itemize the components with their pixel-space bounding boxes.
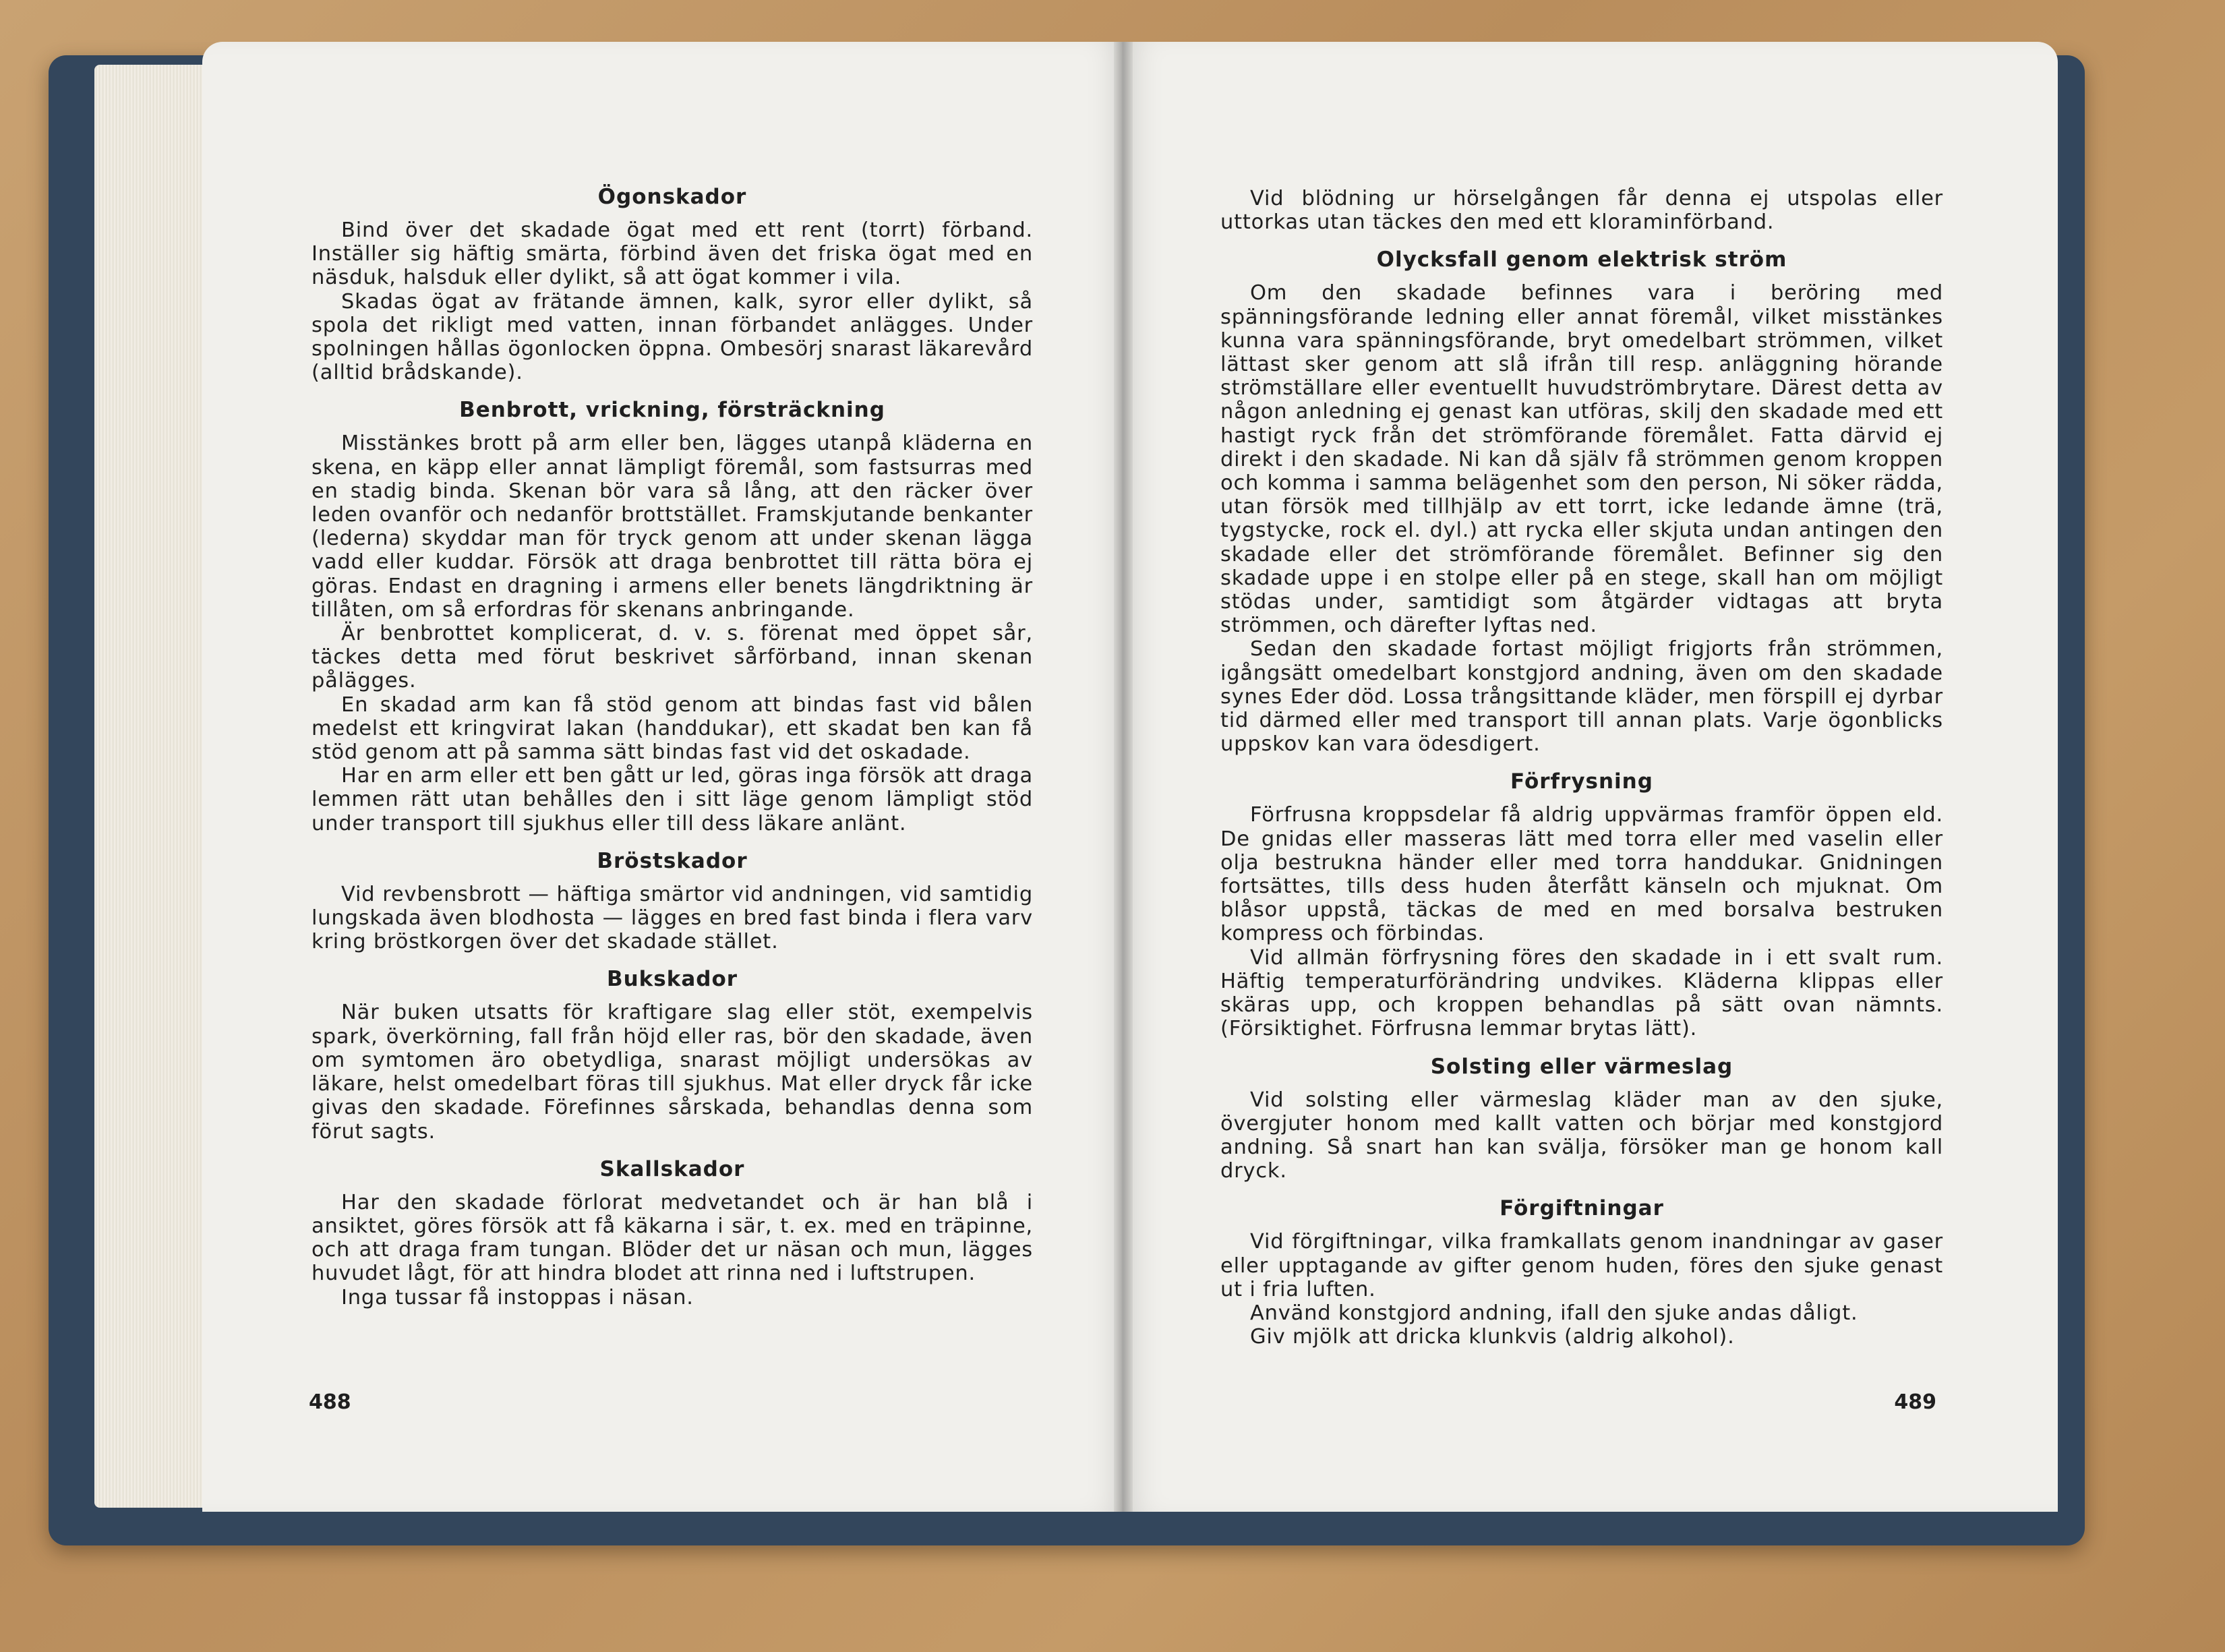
paragraph: Har den skadade förlorat medvetandet och är han blå i ansiktet, göres försök att få käkarna i sär, t. ex. med en träpinne, och att draga fram tungan. Blöder det ur näsan och mun, lägges huvudet lågt, för att hindra blodet att rinna ned i luftstrupen. bbox=[312, 1190, 1033, 1286]
heading-elektrisk-strom: Olycksfall genom elektrisk ström bbox=[1376, 247, 1787, 272]
heading-bukskador: Bukskador bbox=[606, 967, 738, 992]
paragraph: Bind över det skadade ögat med ett rent (torrt) förband. Inställer sig häftig smärta, förbind även det friska ögat med en näsduk, halsduk eller dylikt, så att ögat kommer i vila. bbox=[312, 218, 1033, 290]
paragraph: En skadad arm kan få stöd genom att bindas fast vid bålen medelst ett kringvirat lakan (handdukar), ett skadat ben kan få stöd genom att på samma sätt bindas fast vid det oskadade. bbox=[312, 692, 1033, 765]
page-edges bbox=[94, 65, 209, 1508]
book-gutter bbox=[1114, 42, 1133, 1512]
paragraph: Misstänkes brott på arm eller ben, lägges utanpå kläderna en skena, en käpp eller annat lämpligt föremål, som fastsurras med en stadig binda. Skenan bör vara så lång, att den räcker över leden ovanför och nedanför brottstället. Framskjutande benkanter (lederna) skyddar man för tryck genom att under skenan lägga vadd eller kuddar. Försök att draga benbrottet till rätta böra ej göras. Endast en dragning i armens eller benets längdriktning är tillåten, om så erfordras för skenans anbringande. bbox=[312, 432, 1033, 622]
paragraph: Om den skadade befinnes vara i beröring med spänningsförande ledning eller annat föremål, vilket misstänkes kunna vara spänningsförande, bryt omedelbart strömmen, vilket lättast sker genom att slå ifrån till resp. anläggning hörande strömställare eller eventuellt huvudströmbrytare. Därest detta av någon anledning ej genast kan utföras, skilj den skadade med ett hastigt ryck från det strömförande föremålet. Fatta därvid ej direkt i den skadade. Ni kan då själv få strömmen genom kroppen och komma i samma belägenhet som den person, Ni söker rädda, utan försök med tillhjälp av ett torrt, icke ledande ämne (trä, tygstycke, rock el. dyl.) att rycka eller skjuta undan antingen den skadade eller det strömförande föremålet. Befinner sig den skadade uppe i en stolpe eller på en stege, skall han om möjligt stödas under, samtidigt som åtgärder vidtagas att bryta strömmen, och därefter lyftas ned. bbox=[1220, 281, 1943, 638]
page-number-left: 488 bbox=[309, 1390, 351, 1414]
right-page-text bbox=[1220, 187, 1943, 1349]
page-number-right: 489 bbox=[1894, 1390, 1936, 1414]
paragraph: Skadas ögat av frätande ämnen, kalk, syror eller dylikt, så spola det rikligt med vatten, innan förbandet anlägges. Under spolningen hållas ögonlocken öppna. Ombesörj snarast läkarevård (alltid brådskande). bbox=[312, 289, 1033, 385]
paragraph: Vid blödning ur hörselgången får denna ej utspolas eller uttorkas utan täckes den med ett kloraminförband. bbox=[1220, 187, 1943, 235]
heading-forfrysning: Förfrysning bbox=[1510, 769, 1653, 794]
right-page bbox=[1122, 42, 2058, 1512]
paragraph: Är benbrottet komplicerat, d. v. s. förenat med öppet sår, täckes detta med förut beskrivet sårförband, innan skenan pålägges. bbox=[312, 622, 1033, 693]
heading-benbrott: Benbrott, vrickning, försträckning bbox=[459, 398, 885, 423]
left-page-text bbox=[312, 183, 1033, 1309]
heading-brostskador: Bröstskador bbox=[597, 848, 748, 873]
paragraph: När buken utsatts för kraftigare slag eller stöt, exempelvis spark, överkörning, fall från höjd eller ras, bör den skadade, även om symtomen äro obetydliga, snarast möjligt undersökas av läkare, helst omedelbart föras till sjukhus. Mat eller dryck får icke givas den skadade. Förefinnes sårskada, behandlas denna som förut sagts. bbox=[312, 1001, 1033, 1144]
paragraph: Inga tussar få instoppas i näsan. bbox=[341, 1285, 694, 1309]
heading-solsting: Solsting eller värmeslag bbox=[1430, 1054, 1733, 1079]
paragraph: Använd konstgjord andning, ifall den sjuke andas dåligt. bbox=[1250, 1301, 1858, 1325]
paragraph: Förfrusna kroppsdelar få aldrig uppvärmas framför öppen eld. De gnidas eller masseras lätt med torra eller med vaselin eller olja bestrukna händer eller med torra handdukar. Gnidningen fortsättes, tills dess huden återfått känseln och mjuknat. Om blåsor uppstå, täckas de med en med borsalva bestruken kompress och förbindas. bbox=[1220, 803, 1943, 946]
paragraph: Har en arm eller ett ben gått ur led, göras inga försök att draga lemmen rätt utan behålles den i sitt läge genom lämpligt stöd under transport till sjukhus eller till dess läkare anlänt. bbox=[312, 764, 1033, 835]
left-page bbox=[202, 42, 1127, 1512]
paragraph: Sedan den skadade fortast möjligt frigjorts från strömmen, igångsätt omedelbart konstgjord andning, även om den skadade synes Eder död. Lossa trångsittande kläder, men förspill ej dyrbar tid därmed eller med transport till annan plats. Varje ögonblicks uppskov kan vara ödesdigert. bbox=[1220, 637, 1943, 757]
heading-skallskador: Skallskador bbox=[599, 1156, 745, 1181]
heading-ogonskador: Ögonskador bbox=[597, 185, 747, 209]
paragraph: Vid revbensbrott — häftiga smärtor vid andningen, vid samtidig lungskada även blodhosta — lägges en bred fast binda i flera varv kring bröstkorgen över det skadade stället. bbox=[312, 882, 1033, 954]
paragraph: Giv mjölk att dricka klunkvis (aldrig alkohol). bbox=[1250, 1325, 1735, 1349]
paragraph: Vid solsting eller värmeslag kläder man av den sjuke, övergjuter honom med kallt vatten och börjar med konstgjord andning. Så snart han kan svälja, försöker man ge honom kall dryck. bbox=[1220, 1088, 1943, 1183]
heading-forgiftningar: Förgiftningar bbox=[1500, 1196, 1664, 1221]
paragraph: Vid förgiftningar, vilka framkallats genom inandningar av gaser eller upptagande av gifter genom huden, föres den sjuke genast ut i fria luften. bbox=[1220, 1230, 1943, 1301]
paragraph: Vid allmän förfrysning föres den skadade in i ett svalt rum. Häftig temperaturförändring undvikes. Kläderna klippas eller skäras upp, och kroppen behandlas på sätt ovan nämnts. (Försiktighet. Förfrusna lemmar brytas lätt). bbox=[1220, 945, 1943, 1041]
